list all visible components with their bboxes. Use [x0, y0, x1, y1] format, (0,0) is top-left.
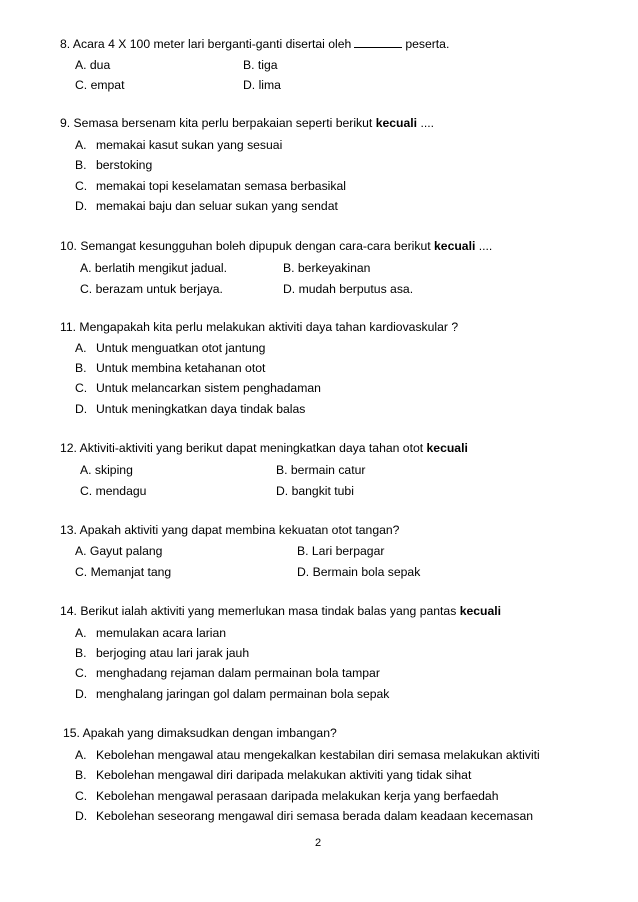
question-12-option-b: B. bermain catur — [276, 463, 366, 477]
question-14-option-b: B. berjoging atau lari jarak jauh — [75, 646, 250, 660]
question-9-stem: 9. Semasa bersenam kita perlu berpakaian seperti berikut kecuali .... — [60, 116, 434, 130]
question-13-option-b: B. Lari berpagar — [297, 544, 385, 558]
question-13-stem: 13. Apakah aktiviti yang dapat membina kekuatan otot tangan? — [60, 523, 400, 537]
question-10-option-b: B. berkeyakinan — [283, 261, 371, 275]
question-15-stem: 15. Apakah yang dimaksudkan dengan imbangan? — [63, 726, 337, 740]
question-11-option-d: D. Untuk meningkatkan daya tindak balas — [75, 402, 306, 416]
question-11-option-a: A. Untuk menguatkan otot jantung — [75, 341, 266, 355]
answer-blank — [354, 38, 402, 48]
question-10-option-a: A. berlatih mengikut jadual. — [80, 261, 228, 275]
question-14-option-d: D. menghalang jaringan gol dalam permainan bola sepak — [75, 687, 390, 701]
question-15-option-c: C. Kebolehan mengawal perasaan daripada melakukan kerja yang berfaedah — [75, 789, 499, 803]
question-10-stem: 10. Semangat kesungguhan boleh dipupuk dengan cara-cara berikut kecuali .... — [60, 239, 493, 253]
question-9-option-c: C. memakai topi keselamatan semasa berbasikal — [75, 179, 346, 193]
question-9-option-d: D. memakai baju dan seluar sukan yang sendat — [75, 199, 338, 213]
question-13-option-d: D. Bermain bola sepak — [297, 565, 421, 579]
question-11-stem: 11. Mengapakah kita perlu melakukan aktiviti daya tahan kardiovaskular ? — [60, 320, 459, 334]
question-10-option-d: D. mudah berputus asa. — [283, 282, 414, 296]
question-15-option-a: A. Kebolehan mengawal atau mengekalkan kestabilan diri semasa melakukan aktiviti — [75, 748, 540, 762]
question-8-option-c: C. empat — [75, 78, 125, 92]
question-10-option-c: C. berazam untuk berjaya. — [80, 282, 223, 296]
question-8-stem: 8. Acara 4 X 100 meter lari berganti-ganti disertai oleh peserta. — [60, 37, 450, 51]
question-13-option-a: A. Gayut palang — [75, 544, 163, 558]
question-9-option-b: B. berstoking — [75, 158, 153, 172]
question-15-option-b: B. Kebolehan mengawal diri daripada melakukan aktiviti yang tidak sihat — [75, 768, 472, 782]
question-8-option-a: A. dua — [75, 58, 111, 72]
question-14-option-a: A. memulakan acara larian — [75, 626, 227, 640]
page-number: 2 — [315, 837, 322, 849]
question-12-option-c: C. mendagu — [80, 484, 147, 498]
question-12-option-d: D. bangkit tubi — [276, 484, 354, 498]
question-12-option-a: A. skiping — [80, 463, 133, 477]
question-12-stem: 12. Aktiviti-aktiviti yang berikut dapat meningkatkan daya tahan otot kecuali — [60, 441, 468, 455]
question-14-option-c: C. menghadang rejaman dalam permainan bola tampar — [75, 666, 380, 680]
question-8-option-b: B. tiga — [243, 58, 278, 72]
question-11-option-b: B. Untuk membina ketahanan otot — [75, 361, 266, 375]
question-9-option-a: A. memakai kasut sukan yang sesuai — [75, 138, 283, 152]
question-13-option-c: C. Memanjat tang — [75, 565, 172, 579]
question-8-option-d: D. lima — [243, 78, 281, 92]
question-14-stem: 14. Berikut ialah aktiviti yang memerlukan masa tindak balas yang pantas kecuali — [60, 604, 502, 618]
question-11-option-c: C. Untuk melancarkan sistem penghadaman — [75, 381, 321, 395]
question-15-option-d: D. Kebolehan seseorang mengawal diri semasa berada dalam keadaan kecemasan — [75, 809, 533, 823]
